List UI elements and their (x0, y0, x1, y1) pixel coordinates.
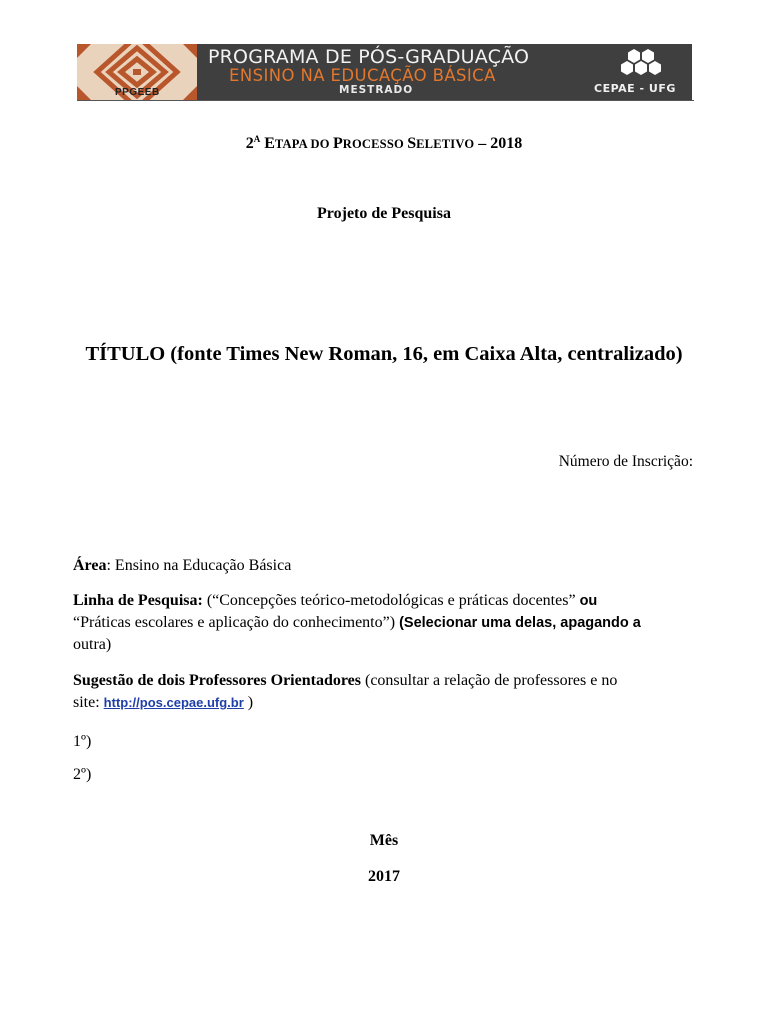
ppgeeb-logo (77, 44, 197, 100)
month-label: Mês (369, 832, 399, 849)
linha-instruction-end: outra) (73, 636, 112, 653)
stage-word3-cap: S (407, 135, 417, 152)
sugestao-label: Sugestão de dois Professores Orientadores (73, 672, 361, 689)
stage-year: – 2018 (474, 135, 523, 152)
stage-word1-rest: TAPA DO (274, 137, 333, 151)
area-value: : Ensino na Educação Básica (106, 557, 292, 574)
program-title: PROGRAMA DE PÓS-GRADUAÇÃO (208, 46, 530, 68)
sugestao-orientadores (73, 670, 703, 714)
cepae-ufg-text: CEPAE - UFG (594, 82, 676, 95)
stage-word2-rest: ROCESSO (342, 137, 408, 151)
site-close: ) (243, 694, 254, 711)
site-link[interactable]: http://pos.cepae.ufg.br (103, 695, 244, 710)
inscricao-label: Número de Inscrição: (558, 453, 693, 470)
sugestao-text: (consultar a relação de professores e no (361, 672, 618, 689)
stage-heading (0, 134, 768, 153)
project-label: Projeto de Pesquisa (317, 205, 451, 222)
linha-label: Linha de Pesquisa: (73, 592, 203, 609)
linha-option2: “Práticas escolares e aplicação do conhecimento”) (73, 614, 396, 631)
linha-instruction: (Selecionar uma delas, apagando a (395, 615, 641, 631)
linha-option1: (“Concepções teórico-metodológicas e práticas docentes” (202, 592, 576, 609)
cepae-ufg-logo (582, 44, 692, 100)
area-line (73, 555, 703, 577)
linha-or: ou (575, 593, 598, 609)
document-title: TÍTULO (fonte Times New Roman, 16, em Caixa Alta, centralizado) (85, 343, 683, 365)
linha-pesquisa (73, 590, 703, 656)
program-subtitle: ENSINO NA EDUCAÇÃO BÁSICA (229, 66, 496, 85)
professor-item-1: 1º) (73, 733, 92, 750)
program-level: MESTRADO (339, 84, 414, 96)
area-label: Área (73, 557, 107, 574)
header-divider (77, 100, 694, 101)
hexagon-cluster-icon (620, 48, 664, 82)
site-label: site: (73, 694, 104, 711)
header-banner (77, 44, 692, 100)
professor-item-2: 2º) (73, 766, 92, 783)
ppgeeb-logo-text: PPGEEB (115, 87, 160, 98)
stage-ordinal: A (253, 134, 261, 144)
stage-number: 2 (245, 135, 254, 152)
stage-word2-cap: P (332, 135, 343, 152)
year-label: 2017 (368, 868, 400, 885)
stage-word1-cap: E (264, 135, 275, 152)
stage-word3-rest: ELETIVO (416, 137, 475, 151)
